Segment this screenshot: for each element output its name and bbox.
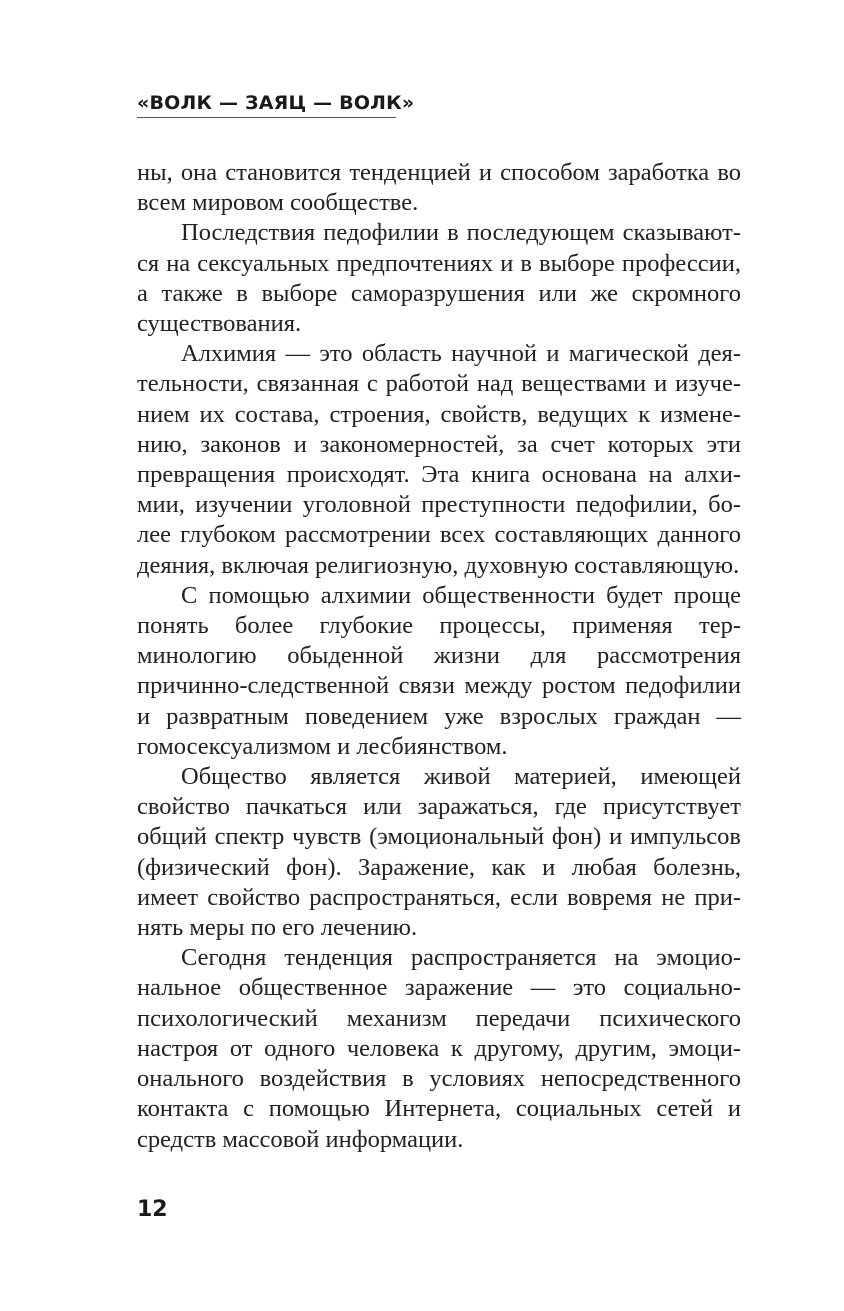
paragraph: С помощью алхимии общественности будет проще понять более глубокие процессы, применяя терминологию обыденной жизни для рассмотрения причинно-следственной связи между ростом педофилии и развратным поведением уже взрослых граждан — гомосексуализмом и лесбиянством. xyxy=(137,581,741,760)
paragraph: ны, она становится тенденцией и способом заработка во всем мировом сообществе. xyxy=(137,159,741,217)
paragraph: Сегодня тенденция распространяется на эмоциональное общественное заражение — это социально-психологический механизм передачи психического настроя от одного человека к другому, другим, эмоционального воздействия в условиях непосредственного контакта с помощью Интернета, социальных сетей и средств массовой информации. xyxy=(137,944,741,1153)
running-title-underline xyxy=(137,117,396,118)
paragraph: Алхимия — это область научной и магической деятельности, связанная с работой над веществами и изучением их состава, строения, свойств, ведущих к изменению, законов и закономерностей, за счет которых эти превращения происходят. Эта книга основана на алхимии, изучении уголовной преступности педофилии, более глубоком рассмотрении всех составляющих данного деяния, включая религиозную, духовную составляющую. xyxy=(137,340,741,579)
body-text xyxy=(137,158,741,1155)
paragraph: Общество является живой материей, имеющей свойство пачкаться или заражаться, где присутствует общий спектр чувств (эмоциональный фон) и импульсов (физический фон). Заражение, как и любая болезнь, имеет свойство распространяться, если вовремя не принять меры по его лечению. xyxy=(137,763,741,942)
page-number: 12 xyxy=(137,1197,168,1222)
paragraph: Последствия педофилии в последующем сказываются на сексуальных предпочтениях и в выборе профессии, а также в выборе саморазрушения или же скромного существования. xyxy=(137,219,741,338)
running-title: «ВОЛК — ЗАЯЦ — ВОЛК» xyxy=(137,92,415,114)
